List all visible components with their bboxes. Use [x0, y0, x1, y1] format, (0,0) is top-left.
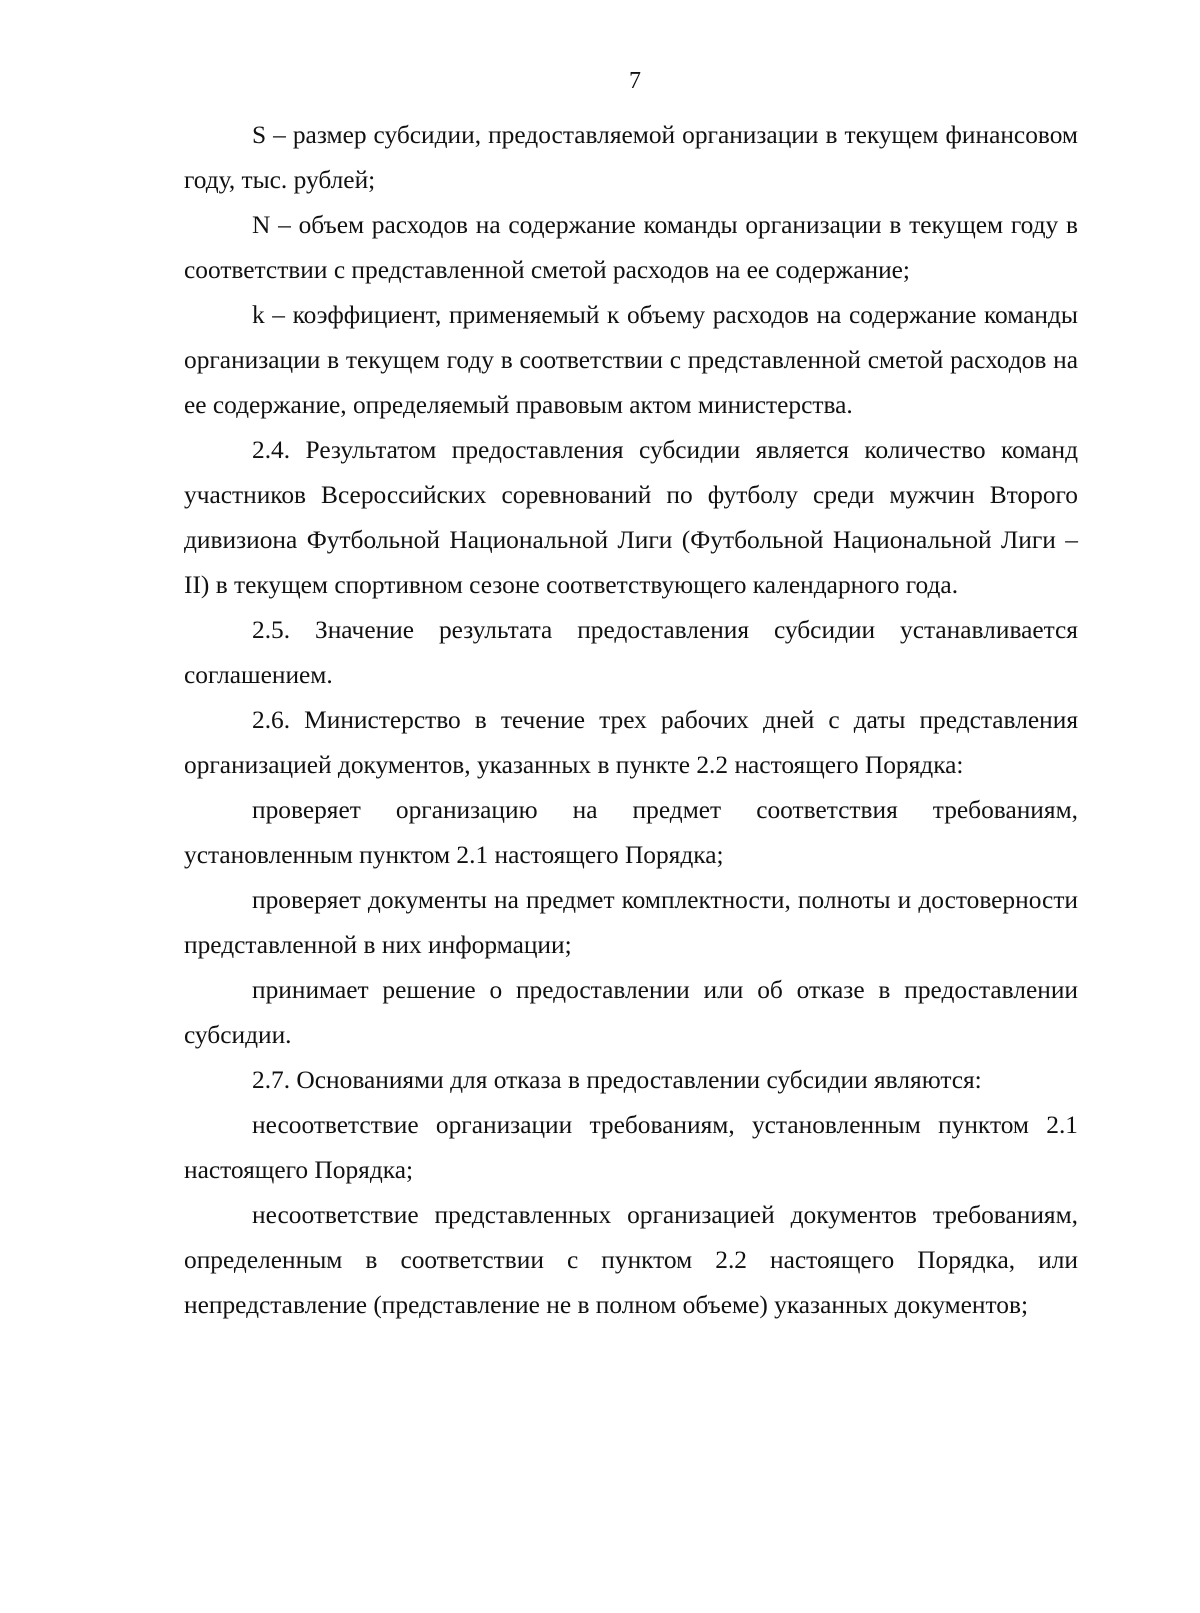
- paragraph-2-6-item-2: проверяет документы на предмет комплектности, полноты и достоверности представленной в них информации;: [184, 886, 1078, 959]
- paragraph-k-definition: k – коэффициент, применяемый к объему расходов на содержание команды организации в текущем году в соответствии с представленной сметой расходов на ее содержание, определяемый правовым актом министерства.: [184, 301, 1078, 419]
- paragraph-2-4: 2.4. Результатом предоставления субсидии является количество команд участников Всероссийских соревнований по футболу среди мужчин Второго дивизиона Футбольной Национальной Лиги (Футбольной Национальной Лиги – II) в текущем спортивном сезоне соответствующего календарного года.: [184, 436, 1078, 599]
- paragraph-2-7-item-1: несоответствие организации требованиям, установленным пунктом 2.1 настоящего Порядка;: [184, 1111, 1078, 1184]
- paragraph-2-6: 2.6. Министерство в течение трех рабочих дней с даты представления организацией документов, указанных в пункте 2.2 настоящего Порядка:: [184, 706, 1078, 779]
- paragraph-n-definition: N – объем расходов на содержание команды организации в текущем году в соответствии с представленной сметой расходов на ее содержание;: [184, 211, 1078, 284]
- paragraph-2-6-item-3: принимает решение о предоставлении или об отказе в предоставлении субсидии.: [184, 976, 1078, 1049]
- paragraph-2-7-item-2: несоответствие представленных организацией документов требованиям, определенным в соответствии с пунктом 2.2 настоящего Порядка, или непредставление (представление не в полном объеме) указанных документов;: [184, 1201, 1078, 1319]
- paragraph-2-5: 2.5. Значение результата предоставления субсидии устанавливается соглашением.: [184, 616, 1078, 689]
- paragraph-2-6-item-1: проверяет организацию на предмет соответствия требованиям, установленным пунктом 2.1 настоящего Порядка;: [184, 796, 1078, 869]
- paragraph-s-definition: S – размер субсидии, предоставляемой организации в текущем финансовом году, тыс. рублей;: [184, 121, 1078, 194]
- document-body: [184, 113, 1078, 1328]
- paragraph-2-7: 2.7. Основаниями для отказа в предоставлении субсидии являются:: [252, 1066, 982, 1094]
- page-number: 7: [629, 68, 641, 94]
